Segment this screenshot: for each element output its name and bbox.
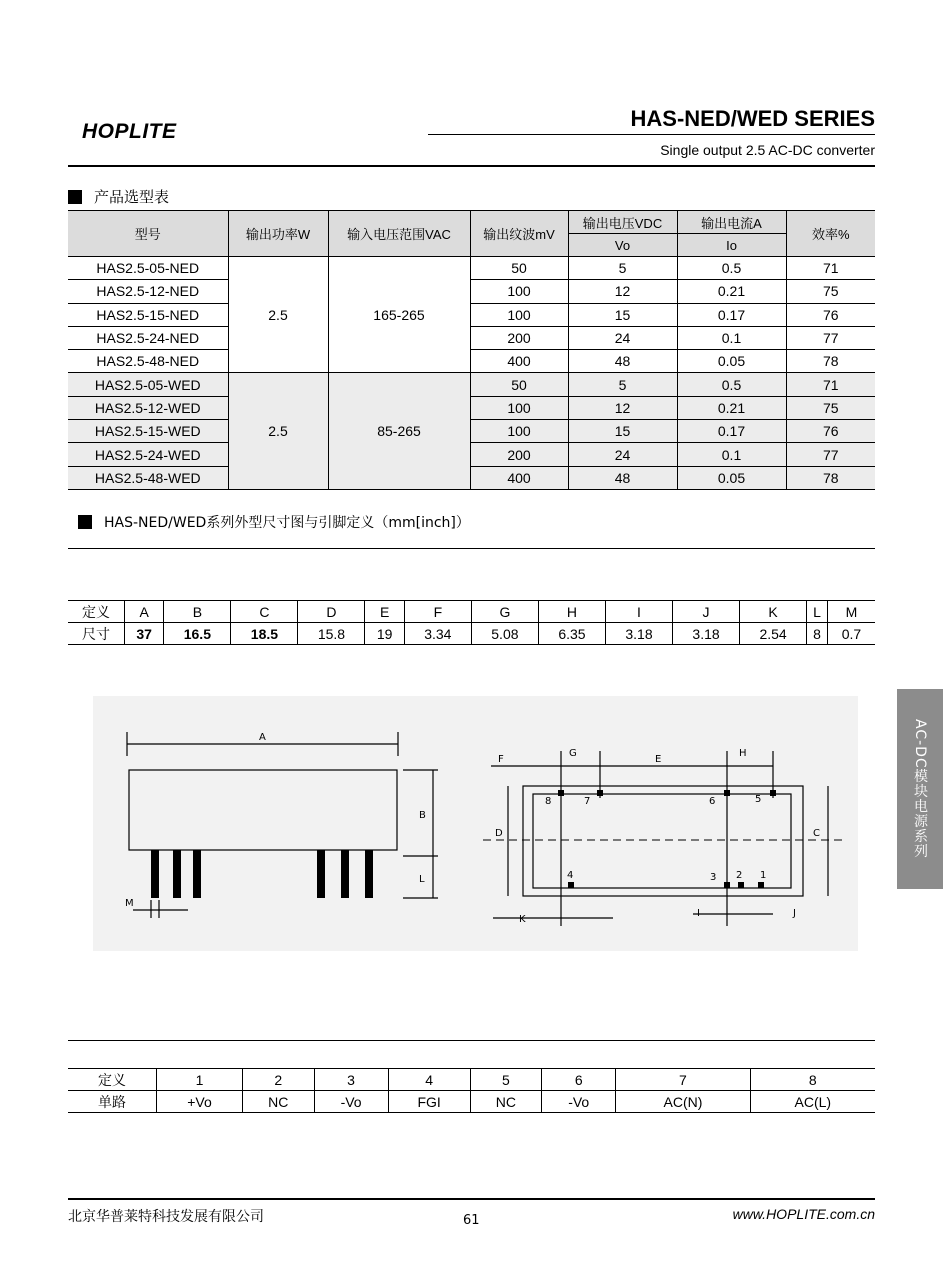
pin-functions-row bbox=[68, 1091, 875, 1113]
cell-input-range: 165-265 bbox=[328, 257, 470, 373]
cell-model: HAS2.5-24-WED bbox=[68, 443, 228, 466]
cell-ripple: 400 bbox=[470, 350, 568, 373]
pin-number-cell: 6 bbox=[542, 1069, 616, 1091]
pin-number-cell: 4 bbox=[388, 1069, 470, 1091]
cell-io: 0.05 bbox=[677, 466, 786, 489]
pin-lead bbox=[173, 850, 181, 898]
table-row bbox=[68, 326, 875, 349]
label-C: C bbox=[813, 828, 820, 839]
header-efficiency: 效率% bbox=[786, 211, 875, 257]
pin-numbers-row bbox=[68, 1069, 875, 1091]
cell-power: 2.5 bbox=[228, 373, 328, 489]
table-row bbox=[68, 443, 875, 466]
cell-model: HAS2.5-12-NED bbox=[68, 280, 228, 303]
cell-eff: 77 bbox=[786, 326, 875, 349]
brand-logo: HOPLITE bbox=[82, 120, 177, 143]
side-tab-text: AC-DC模块电源系列 bbox=[912, 719, 928, 859]
cell-vo: 12 bbox=[568, 280, 677, 303]
cell-ripple: 400 bbox=[470, 466, 568, 489]
dim-key: C bbox=[231, 601, 298, 623]
pin-function-cell: AC(N) bbox=[616, 1091, 750, 1113]
dim-value: 3.34 bbox=[404, 623, 471, 645]
dim-value: 8 bbox=[807, 623, 828, 645]
pin-lead bbox=[365, 850, 373, 898]
table-row bbox=[68, 466, 875, 489]
header-power: 输出功率W bbox=[228, 211, 328, 257]
pin-definition-table bbox=[68, 1068, 875, 1113]
table-row bbox=[68, 373, 875, 396]
label-J: J bbox=[793, 908, 796, 919]
header-iout-sub: Io bbox=[677, 234, 786, 257]
label-D: D bbox=[495, 828, 503, 839]
label-B: B bbox=[419, 810, 426, 821]
cell-eff: 76 bbox=[786, 420, 875, 443]
selection-table bbox=[68, 210, 875, 490]
table-row bbox=[68, 420, 875, 443]
pins-rule bbox=[68, 1040, 875, 1041]
dim-value: 18.5 bbox=[231, 623, 298, 645]
pin-function-cell: AC(L) bbox=[750, 1091, 875, 1113]
label-H: H bbox=[739, 748, 747, 759]
cell-eff: 71 bbox=[786, 257, 875, 280]
cell-ripple: 100 bbox=[470, 280, 568, 303]
label-I: I bbox=[697, 908, 700, 919]
pin-number-cell: 8 bbox=[750, 1069, 875, 1091]
cell-vo: 15 bbox=[568, 420, 677, 443]
pin-row-label: 单路 bbox=[68, 1091, 157, 1113]
selection-section-title bbox=[68, 186, 169, 207]
dim-keys-row bbox=[68, 601, 875, 623]
cell-eff: 76 bbox=[786, 303, 875, 326]
cell-io: 0.05 bbox=[677, 350, 786, 373]
pin-number-cell: 2 bbox=[242, 1069, 314, 1091]
dim-value: 0.7 bbox=[827, 623, 875, 645]
cell-vo: 48 bbox=[568, 466, 677, 489]
cell-input-range: 85-265 bbox=[328, 373, 470, 489]
cell-vo: 24 bbox=[568, 326, 677, 349]
cell-io: 0.21 bbox=[677, 396, 786, 419]
pin-number-cell: 7 bbox=[616, 1069, 750, 1091]
cell-eff: 75 bbox=[786, 280, 875, 303]
pin-number: 2 bbox=[736, 870, 743, 881]
header-vout: 输出电压VDC bbox=[568, 211, 677, 234]
dim-value: 37 bbox=[125, 623, 164, 645]
bullet-square-icon bbox=[68, 190, 82, 204]
cell-ripple: 100 bbox=[470, 303, 568, 326]
dim-value: 16.5 bbox=[164, 623, 231, 645]
pin-function-cell: -Vo bbox=[314, 1091, 388, 1113]
table-row bbox=[68, 350, 875, 373]
header-ripple: 输出纹波mV bbox=[470, 211, 568, 257]
pin-function-cell: -Vo bbox=[542, 1091, 616, 1113]
pin-row-label: 定义 bbox=[68, 1069, 157, 1091]
cell-model: HAS2.5-24-NED bbox=[68, 326, 228, 349]
cell-ripple: 50 bbox=[470, 373, 568, 396]
side-view-body bbox=[129, 770, 397, 850]
pin-number-cell: 1 bbox=[157, 1069, 243, 1091]
dim-value: 3.18 bbox=[605, 623, 672, 645]
dimensions-table bbox=[68, 600, 875, 645]
cell-eff: 77 bbox=[786, 443, 875, 466]
dim-key: I bbox=[605, 601, 672, 623]
dim-value: 5.08 bbox=[471, 623, 538, 645]
pin-function-cell: NC bbox=[470, 1091, 542, 1113]
cell-ripple: 200 bbox=[470, 443, 568, 466]
cell-io: 0.5 bbox=[677, 373, 786, 396]
dim-row-label: 尺寸 bbox=[68, 623, 125, 645]
pin-lead bbox=[193, 850, 201, 898]
cell-vo: 12 bbox=[568, 396, 677, 419]
pin-number: 8 bbox=[545, 796, 552, 807]
cell-model: HAS2.5-15-NED bbox=[68, 303, 228, 326]
dim-key: A bbox=[125, 601, 164, 623]
label-E: E bbox=[655, 754, 662, 765]
label-M: M bbox=[125, 898, 134, 909]
bullet-square-icon bbox=[78, 515, 92, 529]
header-iout: 输出电流A bbox=[677, 211, 786, 234]
dimensions-title-text: HAS-NED/WED系列外型尺寸图与引脚定义（mm[inch]） bbox=[104, 515, 470, 531]
footer-rule bbox=[68, 1198, 875, 1200]
footer-url[interactable]: www.HOPLITE.com.cn bbox=[732, 1206, 875, 1222]
cell-model: HAS2.5-12-WED bbox=[68, 396, 228, 419]
dim-values-row bbox=[68, 623, 875, 645]
dim-value: 2.54 bbox=[740, 623, 807, 645]
dim-key: G bbox=[471, 601, 538, 623]
header-model: 型号 bbox=[68, 211, 228, 257]
label-L: L bbox=[419, 874, 425, 885]
label-A: A bbox=[259, 732, 266, 743]
cell-ripple: 50 bbox=[470, 257, 568, 280]
title-rule bbox=[428, 134, 875, 135]
dim-key: D bbox=[298, 601, 365, 623]
dim-key: H bbox=[538, 601, 605, 623]
cell-io: 0.17 bbox=[677, 303, 786, 326]
cell-io: 0.17 bbox=[677, 420, 786, 443]
pin-function-cell: FGI bbox=[388, 1091, 470, 1113]
cell-vo: 15 bbox=[568, 303, 677, 326]
cell-io: 0.1 bbox=[677, 326, 786, 349]
cell-eff: 78 bbox=[786, 466, 875, 489]
cell-model: HAS2.5-48-NED bbox=[68, 350, 228, 373]
pin-number: 1 bbox=[760, 870, 767, 881]
label-K: K bbox=[519, 914, 526, 925]
cell-power: 2.5 bbox=[228, 257, 328, 373]
table-row bbox=[68, 303, 875, 326]
dim-key: F bbox=[404, 601, 471, 623]
ned-group bbox=[68, 257, 875, 373]
label-F: F bbox=[498, 754, 504, 765]
cell-vo: 24 bbox=[568, 443, 677, 466]
dim-key: J bbox=[673, 601, 740, 623]
pin-number-cell: 5 bbox=[470, 1069, 542, 1091]
cell-ripple: 100 bbox=[470, 420, 568, 443]
pin-function-cell: NC bbox=[242, 1091, 314, 1113]
pin-number-cell: 3 bbox=[314, 1069, 388, 1091]
cell-model: HAS2.5-05-NED bbox=[68, 257, 228, 280]
pin-number: 6 bbox=[709, 796, 716, 807]
dim-key: B bbox=[164, 601, 231, 623]
cell-ripple: 200 bbox=[470, 326, 568, 349]
cell-eff: 75 bbox=[786, 396, 875, 419]
table-row bbox=[68, 396, 875, 419]
pin-number: 3 bbox=[710, 872, 717, 883]
series-title: HAS-NED/WED SERIES bbox=[630, 106, 875, 131]
cell-vo: 5 bbox=[568, 373, 677, 396]
series-side-tab bbox=[897, 689, 943, 889]
dim-value: 3.18 bbox=[673, 623, 740, 645]
pin-lead bbox=[151, 850, 159, 898]
dimensions-section-title bbox=[78, 512, 470, 532]
pin-lead bbox=[317, 850, 325, 898]
cell-eff: 78 bbox=[786, 350, 875, 373]
pin-number: 5 bbox=[755, 794, 762, 805]
selection-title-text: 产品选型表 bbox=[94, 188, 170, 206]
dim-value: 6.35 bbox=[538, 623, 605, 645]
cell-model: HAS2.5-48-WED bbox=[68, 466, 228, 489]
header-rule bbox=[68, 165, 875, 167]
pin-function-cell: +Vo bbox=[157, 1091, 243, 1113]
pin-number: 4 bbox=[567, 870, 574, 881]
header-input-range: 输入电压范围VAC bbox=[328, 211, 470, 257]
dim-key: L bbox=[807, 601, 828, 623]
dim-value: 19 bbox=[365, 623, 404, 645]
mechanical-drawing bbox=[93, 696, 858, 951]
table-row bbox=[68, 257, 875, 280]
dim-key: E bbox=[365, 601, 404, 623]
pin-lead bbox=[341, 850, 349, 898]
series-subtitle: Single output 2.5 AC-DC converter bbox=[660, 142, 875, 158]
cell-eff: 71 bbox=[786, 373, 875, 396]
pin-number: 7 bbox=[584, 796, 591, 807]
header-vout-sub: Vo bbox=[568, 234, 677, 257]
cell-vo: 5 bbox=[568, 257, 677, 280]
page-number: 61 bbox=[463, 1213, 480, 1228]
label-G: G bbox=[569, 748, 577, 759]
cell-vo: 48 bbox=[568, 350, 677, 373]
footer-company: 北京华普莱特科技发展有限公司 bbox=[68, 1209, 264, 1225]
dimensions-rule bbox=[68, 548, 875, 549]
cell-model: HAS2.5-05-WED bbox=[68, 373, 228, 396]
cell-io: 0.1 bbox=[677, 443, 786, 466]
cell-model: HAS2.5-15-WED bbox=[68, 420, 228, 443]
dim-value: 15.8 bbox=[298, 623, 365, 645]
dim-row-label: 定义 bbox=[68, 601, 125, 623]
cell-ripple: 100 bbox=[470, 396, 568, 419]
wed-group bbox=[68, 373, 875, 489]
cell-io: 0.5 bbox=[677, 257, 786, 280]
dim-key: M bbox=[827, 601, 875, 623]
cell-io: 0.21 bbox=[677, 280, 786, 303]
dim-key: K bbox=[740, 601, 807, 623]
table-row bbox=[68, 280, 875, 303]
